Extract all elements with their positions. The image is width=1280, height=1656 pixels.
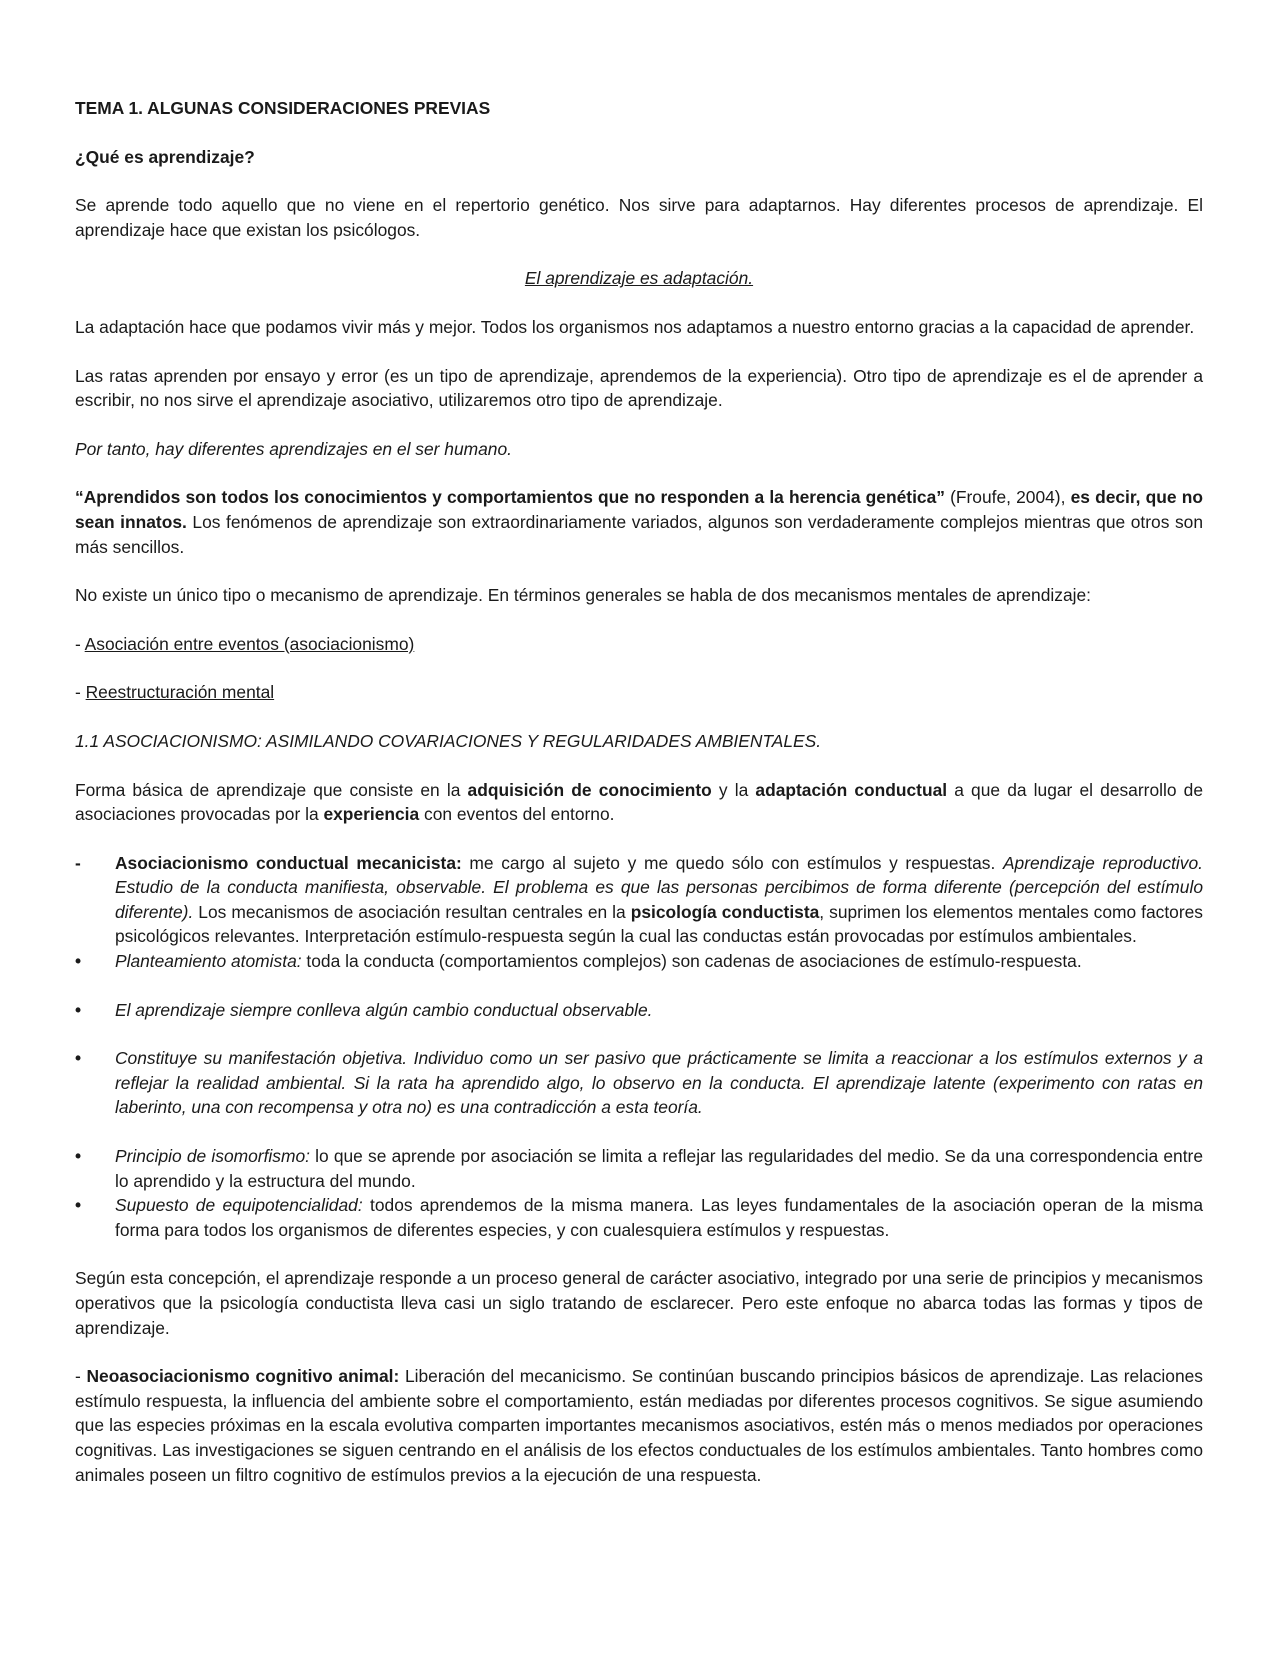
basic-form-bold-d: adaptación conductual: [755, 779, 948, 800]
mechanism-restructuring: [75, 680, 1203, 705]
paragraph-conclusion: Por tanto, hay diferentes aprendizajes en el ser humano.: [75, 438, 512, 459]
dash-item-bold: Asociacionismo conductual mecanicista:: [115, 852, 462, 873]
dash-item-normal1: me cargo al sujeto y me quedo sólo con estímulos y respuestas.: [461, 852, 1003, 873]
neo-rest: Liberación del mecanicismo. Se continúan buscando principios básicos de aprendizaje. Las relaciones estímulo respuesta, la influencia del ambiente sobre el comportamiento, están mediadas por diferentes procesos cognitivos. Se sigue asumiendo que las especies próximas en la escala evolutiva comparten importantes mecanismos asociativos, estén más o menos mediados por operaciones cognitivas. Las investigaciones se siguen centrando en el análisis de los efectos conductuales de los estímulos ambientales. Tanto hombres como animales poseen un filtro cognitivo de estímulos previos a la ejecución de una respuesta.: [75, 1366, 1204, 1485]
paragraph-intro: Se aprende todo aquello que no viene en el repertorio genético. Nos sirve para adaptarnos. Hay diferentes procesos de aprendizaje. El aprendizaje hace que existan los psicólogos.: [75, 195, 1203, 240]
definition-bold-tail: es decir, que no sean innatos.: [75, 487, 1203, 532]
bullet-italic: Planteamiento atomista:: [115, 951, 302, 972]
bullet-item: [75, 998, 1203, 1023]
bullet-marker: •: [75, 999, 82, 1020]
bullet-italic: El aprendizaje siempre conlleva algún cambio conductual observable.: [115, 999, 653, 1020]
dash-item-normal2: Los mecanismos de asociación resultan centrales en la: [193, 901, 631, 922]
bullet-item: [75, 1144, 1203, 1193]
definition-rest: Los fenómenos de aprendizaje son extraordinariamente variados, algunos son verdaderamente complejos mientras que otros son más sencillos.: [75, 511, 1203, 557]
question-heading: ¿Qué es aprendizaje?: [75, 146, 255, 167]
basic-form-bold-f: experiencia: [323, 804, 420, 825]
definition-citation: (Froufe, 2004),: [944, 487, 1071, 508]
document-page: [75, 96, 1203, 1487]
bullet-item: [75, 1193, 1203, 1242]
paragraph-conception: Según esta concepción, el aprendizaje responde a un proceso general de carácter asociativo, integrado por una serie de principios y mecanismos operativos que la psicología conductista lleva casi un siglo tratando de esclarecer. Pero este enfoque no abarca todas las formas y tipos de aprendizaje.: [75, 1268, 1203, 1338]
bullet-marker: •: [75, 1048, 82, 1069]
bullet-item: [75, 949, 1203, 974]
bullet-normal: toda la conducta (comportamientos complejos) son cadenas de asociaciones de estímulo-respuesta.: [301, 951, 1082, 972]
dash-marker: -: [75, 852, 81, 873]
basic-form-text-a: Forma básica de aprendizaje que consiste en la: [75, 779, 468, 800]
dash-list-item: [75, 851, 1203, 949]
mechanism-restructuring-label: Reestructuración mental: [85, 682, 275, 703]
dash-item-italic: Aprendizaje reproductivo. Estudio de la conducta manifiesta, observable. El problema es que las personas percibimos de forma diferente (percepción del estímulo diferente).: [115, 852, 1203, 922]
bullet-italic: Principio de isomorfismo:: [115, 1146, 310, 1167]
bullet-italic: Supuesto de equipotencialidad:: [115, 1195, 363, 1216]
dash-item-bold2: psicología conductista: [630, 901, 820, 922]
definition-quote: “Aprendidos son todos los conocimientos y comportamientos que no responden a la herencia genética”: [75, 487, 945, 508]
paragraph-rats: Las ratas aprenden por ensayo y error (es un tipo de aprendizaje, aprendemos de la experiencia). Otro tipo de aprendizaje es el de aprender a escribir, no nos sirve el aprendizaje asociativo, utilizaremos otro tipo de aprendizaje.: [75, 365, 1203, 411]
mechanism-association-prefix: -: [75, 633, 85, 654]
basic-form-text-g: con eventos del entorno.: [419, 804, 615, 825]
neo-prefix: -: [75, 1366, 87, 1387]
paragraph-adaptation: La adaptación hace que podamos vivir más y mejor. Todos los organismos nos adaptamos a nuestro entorno gracias a la capacidad de aprender.: [75, 316, 1195, 337]
bullet-marker: •: [75, 951, 82, 972]
centered-statement: [75, 266, 1203, 291]
basic-form-text-e: a que da lugar el desarrollo de asociaciones provocadas por la: [75, 779, 1203, 825]
bullet-normal: todos aprendemos de la misma manera. Las leyes fundamentales de la asociación operan de la misma forma para todos los organismos de diferentes especies, y con cualesquiera estímulos y respuestas.: [115, 1195, 1203, 1240]
bullet-italic: Constituye su manifestación objetiva. Individuo como un ser pasivo que prácticamente se limita a reaccionar a los estímulos externos y a reflejar la realidad ambiental. Si la rata ha aprendido algo, lo observo en la conducta. El aprendizaje latente (experimento con ratas en laberinto, una con recompensa y otra no) es una contradicción a esta teoría.: [115, 1048, 1203, 1118]
bullet-marker: •: [75, 1146, 82, 1167]
dash-item-normal3: , suprimen los elementos mentales como factores psicológicos relevantes. Interpretación estímulo-respuesta según la cual las conductas están provocadas por estímulos ambientales.: [115, 901, 1204, 947]
centered-statement-text: El aprendizaje es adaptación.: [524, 268, 754, 289]
paragraph-neoassociationism: [75, 1364, 1203, 1487]
document-title: TEMA 1. ALGUNAS CONSIDERACIONES PREVIAS: [75, 98, 491, 118]
paragraph-basic-form: [75, 778, 1203, 827]
neo-bold: Neoasociacionismo cognitivo animal:: [86, 1366, 400, 1387]
bullet-normal: lo que se aprende por asociación se limita a reflejar las regularidades del medio. Se da una correspondencia entre lo aprendido y la estructura del mundo.: [115, 1146, 1203, 1191]
paragraph-mechanisms: No existe un único tipo o mecanismo de aprendizaje. En términos generales se habla de dos mecanismos mentales de aprendizaje:: [75, 585, 1092, 606]
basic-form-text-c: y la: [711, 779, 756, 800]
mechanism-association-label: Asociación entre eventos (asociacionismo): [84, 633, 415, 654]
paragraph-definition: [75, 485, 1203, 559]
basic-form-bold-b: adquisición de conocimiento: [467, 779, 712, 800]
bullet-marker: •: [75, 1195, 82, 1216]
mechanism-association: [75, 632, 1203, 657]
mechanism-restructuring-prefix: -: [75, 682, 86, 703]
section-heading: 1.1 ASOCIACIONISMO: ASIMILANDO COVARIACIONES Y REGULARIDADES AMBIENTALES.: [75, 730, 822, 751]
bullet-item: [75, 1046, 1203, 1120]
